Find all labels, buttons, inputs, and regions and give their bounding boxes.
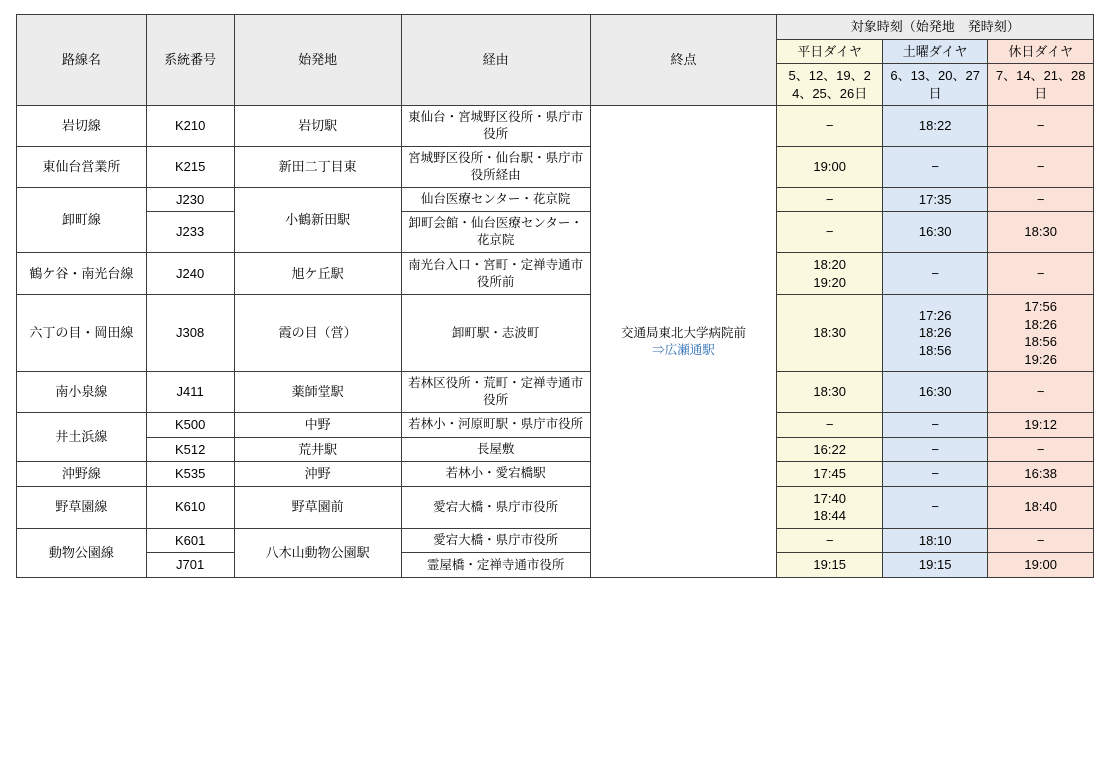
cell-system-number: K601 <box>146 528 234 553</box>
time-value: 16:30 <box>918 224 952 240</box>
header-terminus: 終点 <box>590 15 777 106</box>
time-value: 18:26 <box>1024 316 1057 332</box>
table-row <box>17 553 1094 578</box>
table-row <box>17 212 1094 253</box>
table-row <box>17 486 1094 528</box>
cell-saturday-times <box>882 187 987 212</box>
table-row <box>17 146 1094 187</box>
cell-via: 南光台入口・宮町・定禅寺通市役所前 <box>401 252 590 294</box>
header-origin: 始発地 <box>234 15 401 106</box>
cell-saturday-times <box>882 413 987 438</box>
cell-origin: 霞の目（営） <box>234 295 401 372</box>
terminus-line-2[interactable]: ⇒広瀬通駅 <box>652 342 715 357</box>
header-holiday: 休日ダイヤ <box>988 39 1094 64</box>
time-value: 19:12 <box>1024 417 1057 433</box>
time-value: − <box>825 224 834 240</box>
cell-system-number: K500 <box>146 413 234 438</box>
cell-origin: 岩切駅 <box>234 106 401 147</box>
cell-origin: 八木山動物公園駅 <box>234 528 401 577</box>
cell-route-name: 岩切線 <box>17 106 147 147</box>
cell-origin: 中野 <box>234 413 401 438</box>
table-row <box>17 413 1094 438</box>
cell-weekday-times <box>777 187 882 212</box>
time-value: 19:00 <box>813 159 846 175</box>
time-value: − <box>825 417 834 433</box>
cell-saturday-times <box>882 486 987 528</box>
time-value: − <box>1036 118 1045 134</box>
time-value: 19:26 <box>1024 351 1057 367</box>
table-row <box>17 528 1094 553</box>
terminus-line-1: 交通局東北大学病院前 <box>621 325 747 340</box>
cell-holiday-times <box>988 295 1094 372</box>
cell-route-name: 東仙台営業所 <box>17 146 147 187</box>
cell-origin: 新田二丁目東 <box>234 146 401 187</box>
cell-saturday-times <box>882 295 987 372</box>
time-value: − <box>825 532 834 548</box>
cell-saturday-times <box>882 528 987 553</box>
time-value: − <box>1036 265 1045 281</box>
time-value: 18:10 <box>918 532 952 548</box>
cell-route-name: 井土浜線 <box>17 413 147 462</box>
cell-origin: 薬師堂駅 <box>234 372 401 413</box>
cell-holiday-times <box>988 106 1094 147</box>
cell-system-number: K610 <box>146 486 234 528</box>
cell-holiday-times <box>988 413 1094 438</box>
cell-system-number: J411 <box>146 372 234 413</box>
cell-saturday-times <box>882 212 987 253</box>
time-value: − <box>825 191 834 207</box>
header-row-1 <box>17 15 1094 40</box>
header-saturday: 土曜ダイヤ <box>882 39 987 64</box>
time-value: − <box>931 265 939 281</box>
time-value: − <box>931 499 939 515</box>
cell-saturday-times <box>882 372 987 413</box>
cell-weekday-times <box>777 106 882 147</box>
cell-weekday-times <box>777 146 882 187</box>
cell-origin: 野草園前 <box>234 486 401 528</box>
cell-saturday-times <box>882 553 987 578</box>
time-value: − <box>1036 441 1045 457</box>
time-value: 18:56 <box>918 342 952 358</box>
cell-via: 長屋敷 <box>401 437 590 462</box>
cell-system-number: K210 <box>146 106 234 147</box>
cell-holiday-times <box>988 553 1094 578</box>
cell-via: 若林小・河原町駅・県庁市役所 <box>401 413 590 438</box>
cell-system-number: J230 <box>146 187 234 212</box>
time-value: 18:40 <box>1024 499 1057 515</box>
cell-via: 若林小・愛宕橋駅 <box>401 462 590 487</box>
time-value: 18:56 <box>1024 334 1057 350</box>
time-value: 16:22 <box>813 441 846 457</box>
time-value: 17:26 <box>918 307 952 323</box>
cell-system-number: J701 <box>146 553 234 578</box>
cell-holiday-times <box>988 437 1094 462</box>
table-row <box>17 462 1094 487</box>
table-row <box>17 437 1094 462</box>
time-value: 18:26 <box>918 325 952 341</box>
cell-weekday-times <box>777 486 882 528</box>
time-value: − <box>931 441 939 457</box>
cell-holiday-times <box>988 146 1094 187</box>
time-value: − <box>931 159 939 175</box>
bus-schedule-table <box>16 14 1094 578</box>
time-value: − <box>1036 532 1045 548</box>
cell-route-name: 南小泉線 <box>17 372 147 413</box>
cell-weekday-times <box>777 437 882 462</box>
table-body <box>17 106 1094 578</box>
cell-system-number: K215 <box>146 146 234 187</box>
header-system-number: 系統番号 <box>146 15 234 106</box>
header-target-time-group: 対象時刻（始発地 発時刻） <box>777 15 1094 40</box>
cell-system-number: K512 <box>146 437 234 462</box>
cell-via: 卸町駅・志波町 <box>401 295 590 372</box>
cell-weekday-times <box>777 528 882 553</box>
cell-weekday-times <box>777 295 882 372</box>
cell-holiday-times <box>988 187 1094 212</box>
cell-origin: 荒井駅 <box>234 437 401 462</box>
time-value: 19:00 <box>1024 557 1057 573</box>
time-value: 18:30 <box>813 384 846 400</box>
table-row <box>17 252 1094 294</box>
time-value: 17:40 <box>813 490 846 506</box>
cell-route-name: 動物公園線 <box>17 528 147 577</box>
time-value: − <box>1036 191 1045 207</box>
cell-route-name: 六丁の目・岡田線 <box>17 295 147 372</box>
time-value: 18:22 <box>918 118 952 134</box>
cell-via: 仙台医療センター・花京院 <box>401 187 590 212</box>
header-holiday-dates: 7、14、21、28日 <box>988 64 1094 106</box>
time-value: − <box>1036 159 1045 175</box>
cell-route-name: 鶴ケ谷・南光台線 <box>17 252 147 294</box>
time-value: − <box>1036 384 1045 400</box>
cell-via: 愛宕大橋・県庁市役所 <box>401 528 590 553</box>
cell-weekday-times <box>777 413 882 438</box>
time-value: 18:20 <box>813 256 846 272</box>
cell-system-number: J308 <box>146 295 234 372</box>
cell-route-name: 沖野線 <box>17 462 147 487</box>
time-value: − <box>931 417 939 433</box>
time-value: 19:15 <box>918 557 952 573</box>
cell-holiday-times <box>988 486 1094 528</box>
header-weekday-dates: 5、12、19、24、25、26日 <box>777 64 882 106</box>
cell-weekday-times <box>777 252 882 294</box>
time-value: 18:30 <box>1024 224 1057 240</box>
header-via: 経由 <box>401 15 590 106</box>
table-header <box>17 15 1094 106</box>
cell-terminus <box>590 106 777 578</box>
cell-system-number: J233 <box>146 212 234 253</box>
cell-weekday-times <box>777 212 882 253</box>
header-weekday: 平日ダイヤ <box>777 39 882 64</box>
cell-holiday-times <box>988 212 1094 253</box>
time-value: 18:44 <box>813 508 846 524</box>
cell-system-number: J240 <box>146 252 234 294</box>
cell-saturday-times <box>882 146 987 187</box>
cell-saturday-times <box>882 252 987 294</box>
cell-via: 愛宕大橋・県庁市役所 <box>401 486 590 528</box>
cell-via: 卸町会館・仙台医療センター・花京院 <box>401 212 590 253</box>
time-value: − <box>825 118 834 134</box>
cell-holiday-times <box>988 528 1094 553</box>
cell-weekday-times <box>777 462 882 487</box>
cell-origin: 小鶴新田駅 <box>234 187 401 252</box>
time-value: 16:30 <box>918 384 952 400</box>
cell-route-name: 卸町線 <box>17 187 147 252</box>
table-row <box>17 372 1094 413</box>
table-row <box>17 106 1094 147</box>
table-row <box>17 295 1094 372</box>
time-value: − <box>931 466 939 482</box>
cell-via: 宮城野区役所・仙台駅・県庁市役所経由 <box>401 146 590 187</box>
cell-weekday-times <box>777 553 882 578</box>
cell-origin: 沖野 <box>234 462 401 487</box>
cell-weekday-times <box>777 372 882 413</box>
cell-origin: 旭ケ丘駅 <box>234 252 401 294</box>
cell-system-number: K535 <box>146 462 234 487</box>
cell-saturday-times <box>882 106 987 147</box>
cell-via: 霊屋橋・定禅寺通市役所 <box>401 553 590 578</box>
cell-holiday-times <box>988 372 1094 413</box>
cell-route-name: 野草園線 <box>17 486 147 528</box>
time-value: 17:56 <box>1024 299 1057 315</box>
table-row <box>17 187 1094 212</box>
header-saturday-dates: 6、13、20、27日 <box>882 64 987 106</box>
cell-via: 東仙台・宮城野区役所・県庁市役所 <box>401 106 590 147</box>
cell-via: 若林区役所・荒町・定禅寺通市役所 <box>401 372 590 413</box>
time-value: 16:38 <box>1024 466 1057 482</box>
time-value: 17:45 <box>813 466 846 482</box>
cell-holiday-times <box>988 252 1094 294</box>
cell-saturday-times <box>882 462 987 487</box>
time-value: 19:15 <box>813 557 846 573</box>
time-value: 19:20 <box>813 274 846 290</box>
time-value: 17:35 <box>918 191 952 207</box>
cell-saturday-times <box>882 437 987 462</box>
cell-holiday-times <box>988 462 1094 487</box>
time-value: 18:30 <box>813 325 846 341</box>
header-route-name: 路線名 <box>17 15 147 106</box>
